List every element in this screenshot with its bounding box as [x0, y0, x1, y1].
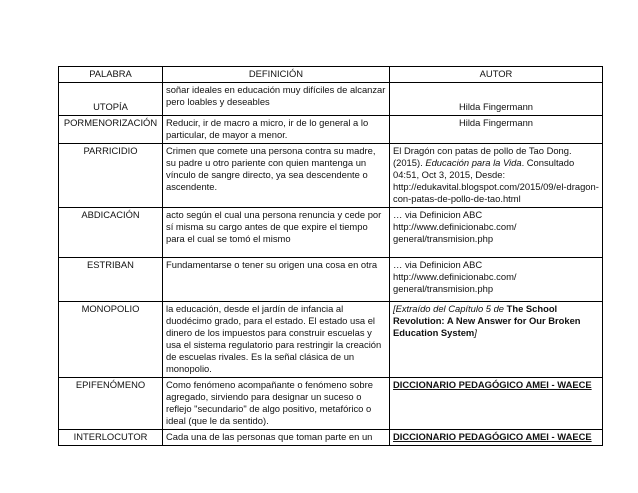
word-cell: EPIFENÓMENO — [59, 378, 163, 430]
author-source-suffix: ] — [474, 327, 477, 338]
author-link[interactable]: DICCIONARIO PEDAGÓGICO AMEI - WAECE — [393, 431, 592, 442]
word-cell: INTERLOCUTOR — [59, 430, 163, 446]
word-cell: ESTRIBAN — [59, 258, 163, 302]
table-row — [59, 208, 603, 258]
definition-cell: Fundamentarse o tener su origen una cosa en otra — [163, 258, 390, 302]
word-cell: PARRICIDIO — [59, 144, 163, 208]
author-text: El Dragón con patas de pollo de Tao Dong. (2015). — [393, 145, 572, 168]
author-cell — [390, 378, 603, 430]
author-cell — [390, 144, 603, 208]
table-row — [59, 144, 603, 208]
table-row — [59, 116, 603, 144]
author-cell: … via Definicion ABC http://www.definicionabc.com/ general/transmision.php — [390, 258, 603, 302]
definition-cell: Como fenómeno acompañante o fenómeno sobre agregado, sirviendo para designar un suceso o reflejo "secundario" de algo positivo, metafórico o ideal (que le da sentido). — [163, 378, 390, 430]
author-book-title: The School Revolution: A New Answer for Our Broken Education System — [393, 303, 581, 338]
header-definition: DEFINICIÓN — [163, 67, 390, 83]
author-cell: Hilda Fingermann — [390, 116, 603, 144]
definition-cell: la educación, desde el jardín de infancia al duodécimo grado, para el estado. El estado usa el dinero de los impuestos para construir escuelas y usa el sistema regulatorio para restringir la creación de escuelas rivales. Es la señal clásica de un monopolio. — [163, 302, 390, 378]
definition-cell: acto según el cual una persona renuncia y cede por sí misma su cargo antes de que expire el tiempo para el cual se tomó el mismo — [163, 208, 390, 258]
word-cell: PORMENORIZACIÓN — [59, 116, 163, 144]
word-cell: MONOPOLIO — [59, 302, 163, 378]
table-row — [59, 302, 603, 378]
table-header-row — [59, 67, 603, 83]
definition-cell: Crimen que comete una persona contra su madre, su padre u otro pariente con quien mantenga un vínculo de sangre directo, ya sea descendente o ascendente. — [163, 144, 390, 208]
vocabulary-table — [58, 66, 603, 446]
author-title: Educación para la Vida — [425, 157, 522, 168]
author-cell: … via Definicion ABC http://www.definicionabc.com/ general/transmision.php — [390, 208, 603, 258]
word-cell: UTOPÍA — [59, 83, 163, 116]
author-source-prefix: [Extraído del Capítulo 5 de — [393, 303, 507, 314]
author-cell — [390, 430, 603, 446]
table-row — [59, 430, 603, 446]
definition-cell: Cada una de las personas que toman parte en un — [163, 430, 390, 446]
header-author: AUTOR — [390, 67, 603, 83]
author-link[interactable]: DICCIONARIO PEDAGÓGICO AMEI - WAECE — [393, 379, 592, 390]
table-row — [59, 83, 603, 116]
word-cell: ABDICACIÓN — [59, 208, 163, 258]
table-row — [59, 258, 603, 302]
definition-cell: soñar ideales en educación muy difíciles de alcanzar pero loables y deseables — [163, 83, 390, 116]
table-row — [59, 378, 603, 430]
header-word: PALABRA — [59, 67, 163, 83]
definition-cell: Reducir, ir de macro a micro, ir de lo general a lo particular, de mayor a menor. — [163, 116, 390, 144]
author-cell: Hilda Fingermann — [390, 83, 603, 116]
author-text: . Consultado 04:51, Oct 3, 2015, Desde: http://edukavital.blogspot.com/2015/09/el-dragon-con-patas-de-pollo-de-tao.html — [393, 157, 599, 204]
author-cell — [390, 302, 603, 378]
